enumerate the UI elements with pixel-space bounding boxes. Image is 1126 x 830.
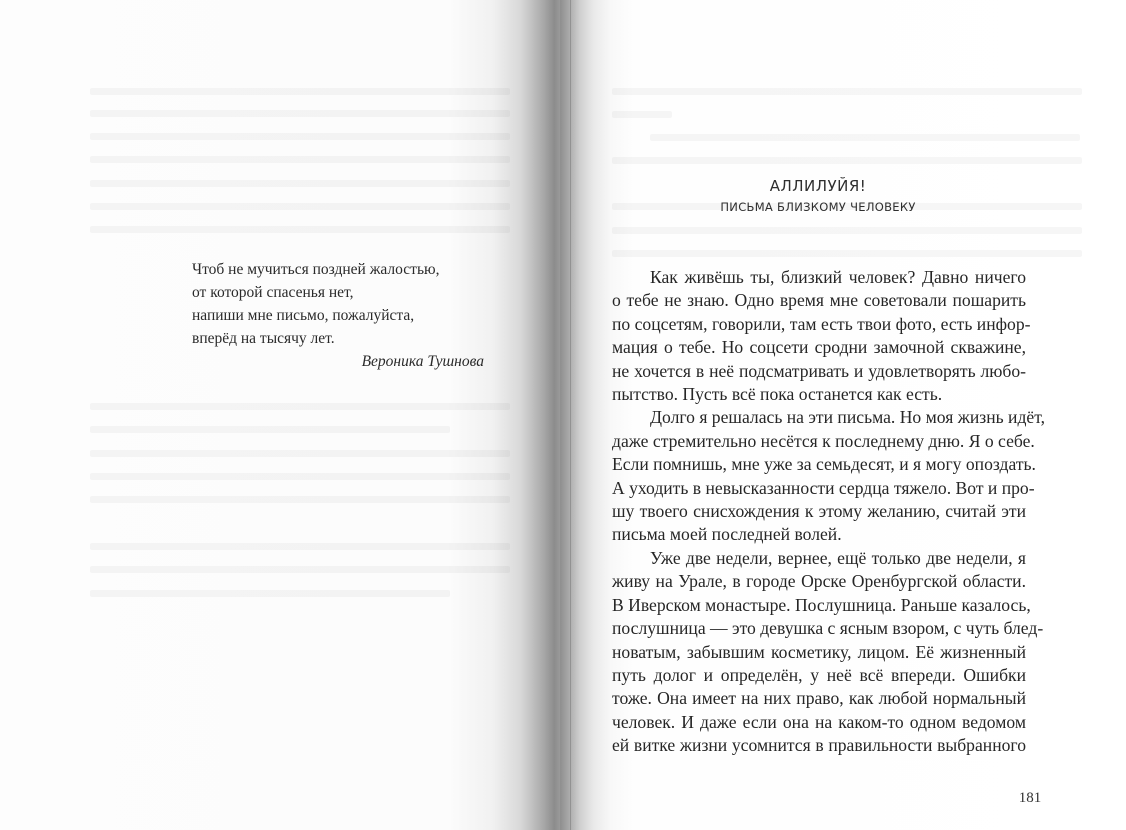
text-line: путь долог и определён, у неё всё впереди. Ошибки bbox=[612, 664, 1026, 685]
epigraph bbox=[192, 258, 492, 373]
text-line: даже стремительно несётся к последнему дню. Я о себе. bbox=[612, 430, 1035, 451]
chapter-title: АЛЛИЛУЙЯ! bbox=[769, 177, 867, 195]
paragraph bbox=[612, 266, 1031, 406]
text-line: новатым, забывшим косметику, лицом. Её жизненный bbox=[612, 641, 1026, 662]
paragraph bbox=[612, 406, 1045, 546]
page-number: 181 bbox=[1018, 790, 1042, 806]
text-line: тоже. Она имеет на них право, как любой нормальный bbox=[612, 688, 1026, 709]
text-line: ей витке жизни усомнится в правильности выбранного bbox=[612, 735, 1026, 756]
text-line: по соцсетям, говорили, там есть твои фото, есть инфор- bbox=[612, 313, 1031, 334]
left-page bbox=[0, 0, 560, 830]
text-line: о тебе не знаю. Одно время мне советовали пошарить bbox=[612, 290, 1026, 311]
epigraph-line: вперёд на тысячу лет. bbox=[192, 330, 335, 347]
text-line: Уже две недели, вернее, ещё только две недели, я bbox=[650, 547, 1026, 568]
text-line: Как живёшь ты, близкий человек? Давно ничего bbox=[650, 267, 1026, 287]
epigraph-line: напиши мне письмо, пожалуйста, bbox=[192, 307, 415, 324]
text-line: Если помнишь, мне уже за семьдесят, и я могу опоздать. bbox=[612, 454, 1036, 475]
chapter-subtitle: ПИСЬМА БЛИЗКОМУ ЧЕЛОВЕКУ bbox=[720, 200, 916, 214]
epigraph-line: Чтоб не мучиться поздней жалостью, bbox=[192, 261, 440, 278]
text-line: шу твоего снисхождения к этому желанию, считай эти bbox=[612, 501, 1026, 522]
book-gutter bbox=[570, 0, 571, 830]
text-line: Долго я решалась на эти письма. Но моя жизнь идёт, bbox=[650, 407, 1045, 428]
chapter-heading bbox=[608, 176, 1028, 216]
text-line: А уходить в невысказанности сердца тяжело. Вот и про- bbox=[612, 477, 1035, 498]
text-line: пытство. Пусть всё пока останется как есть. bbox=[612, 384, 943, 405]
text-line: В Иверском монастыре. Послушница. Раньше казалось, bbox=[612, 594, 1031, 615]
epigraph-line: от которой спасенья нет, bbox=[192, 284, 354, 301]
text-line: человек. И даже если она на каком-то одном ведомом bbox=[612, 711, 1026, 732]
paragraph bbox=[612, 547, 1044, 758]
body-text bbox=[612, 266, 1045, 758]
text-line: послушница — это девушка с ясным взором, с чуть блед- bbox=[612, 618, 1044, 639]
text-line: не хочется в неё подсматривать и удовлетворять любо- bbox=[612, 360, 1026, 381]
text-line: письма моей последней волей. bbox=[612, 524, 842, 545]
text-line: живу на Урале, в городе Орске Оренбургской области. bbox=[612, 571, 1026, 592]
epigraph-author: Вероника Тушнова bbox=[361, 353, 484, 370]
text-line: мация о тебе. Но соцсети сродни замочной скважине, bbox=[612, 337, 1026, 358]
